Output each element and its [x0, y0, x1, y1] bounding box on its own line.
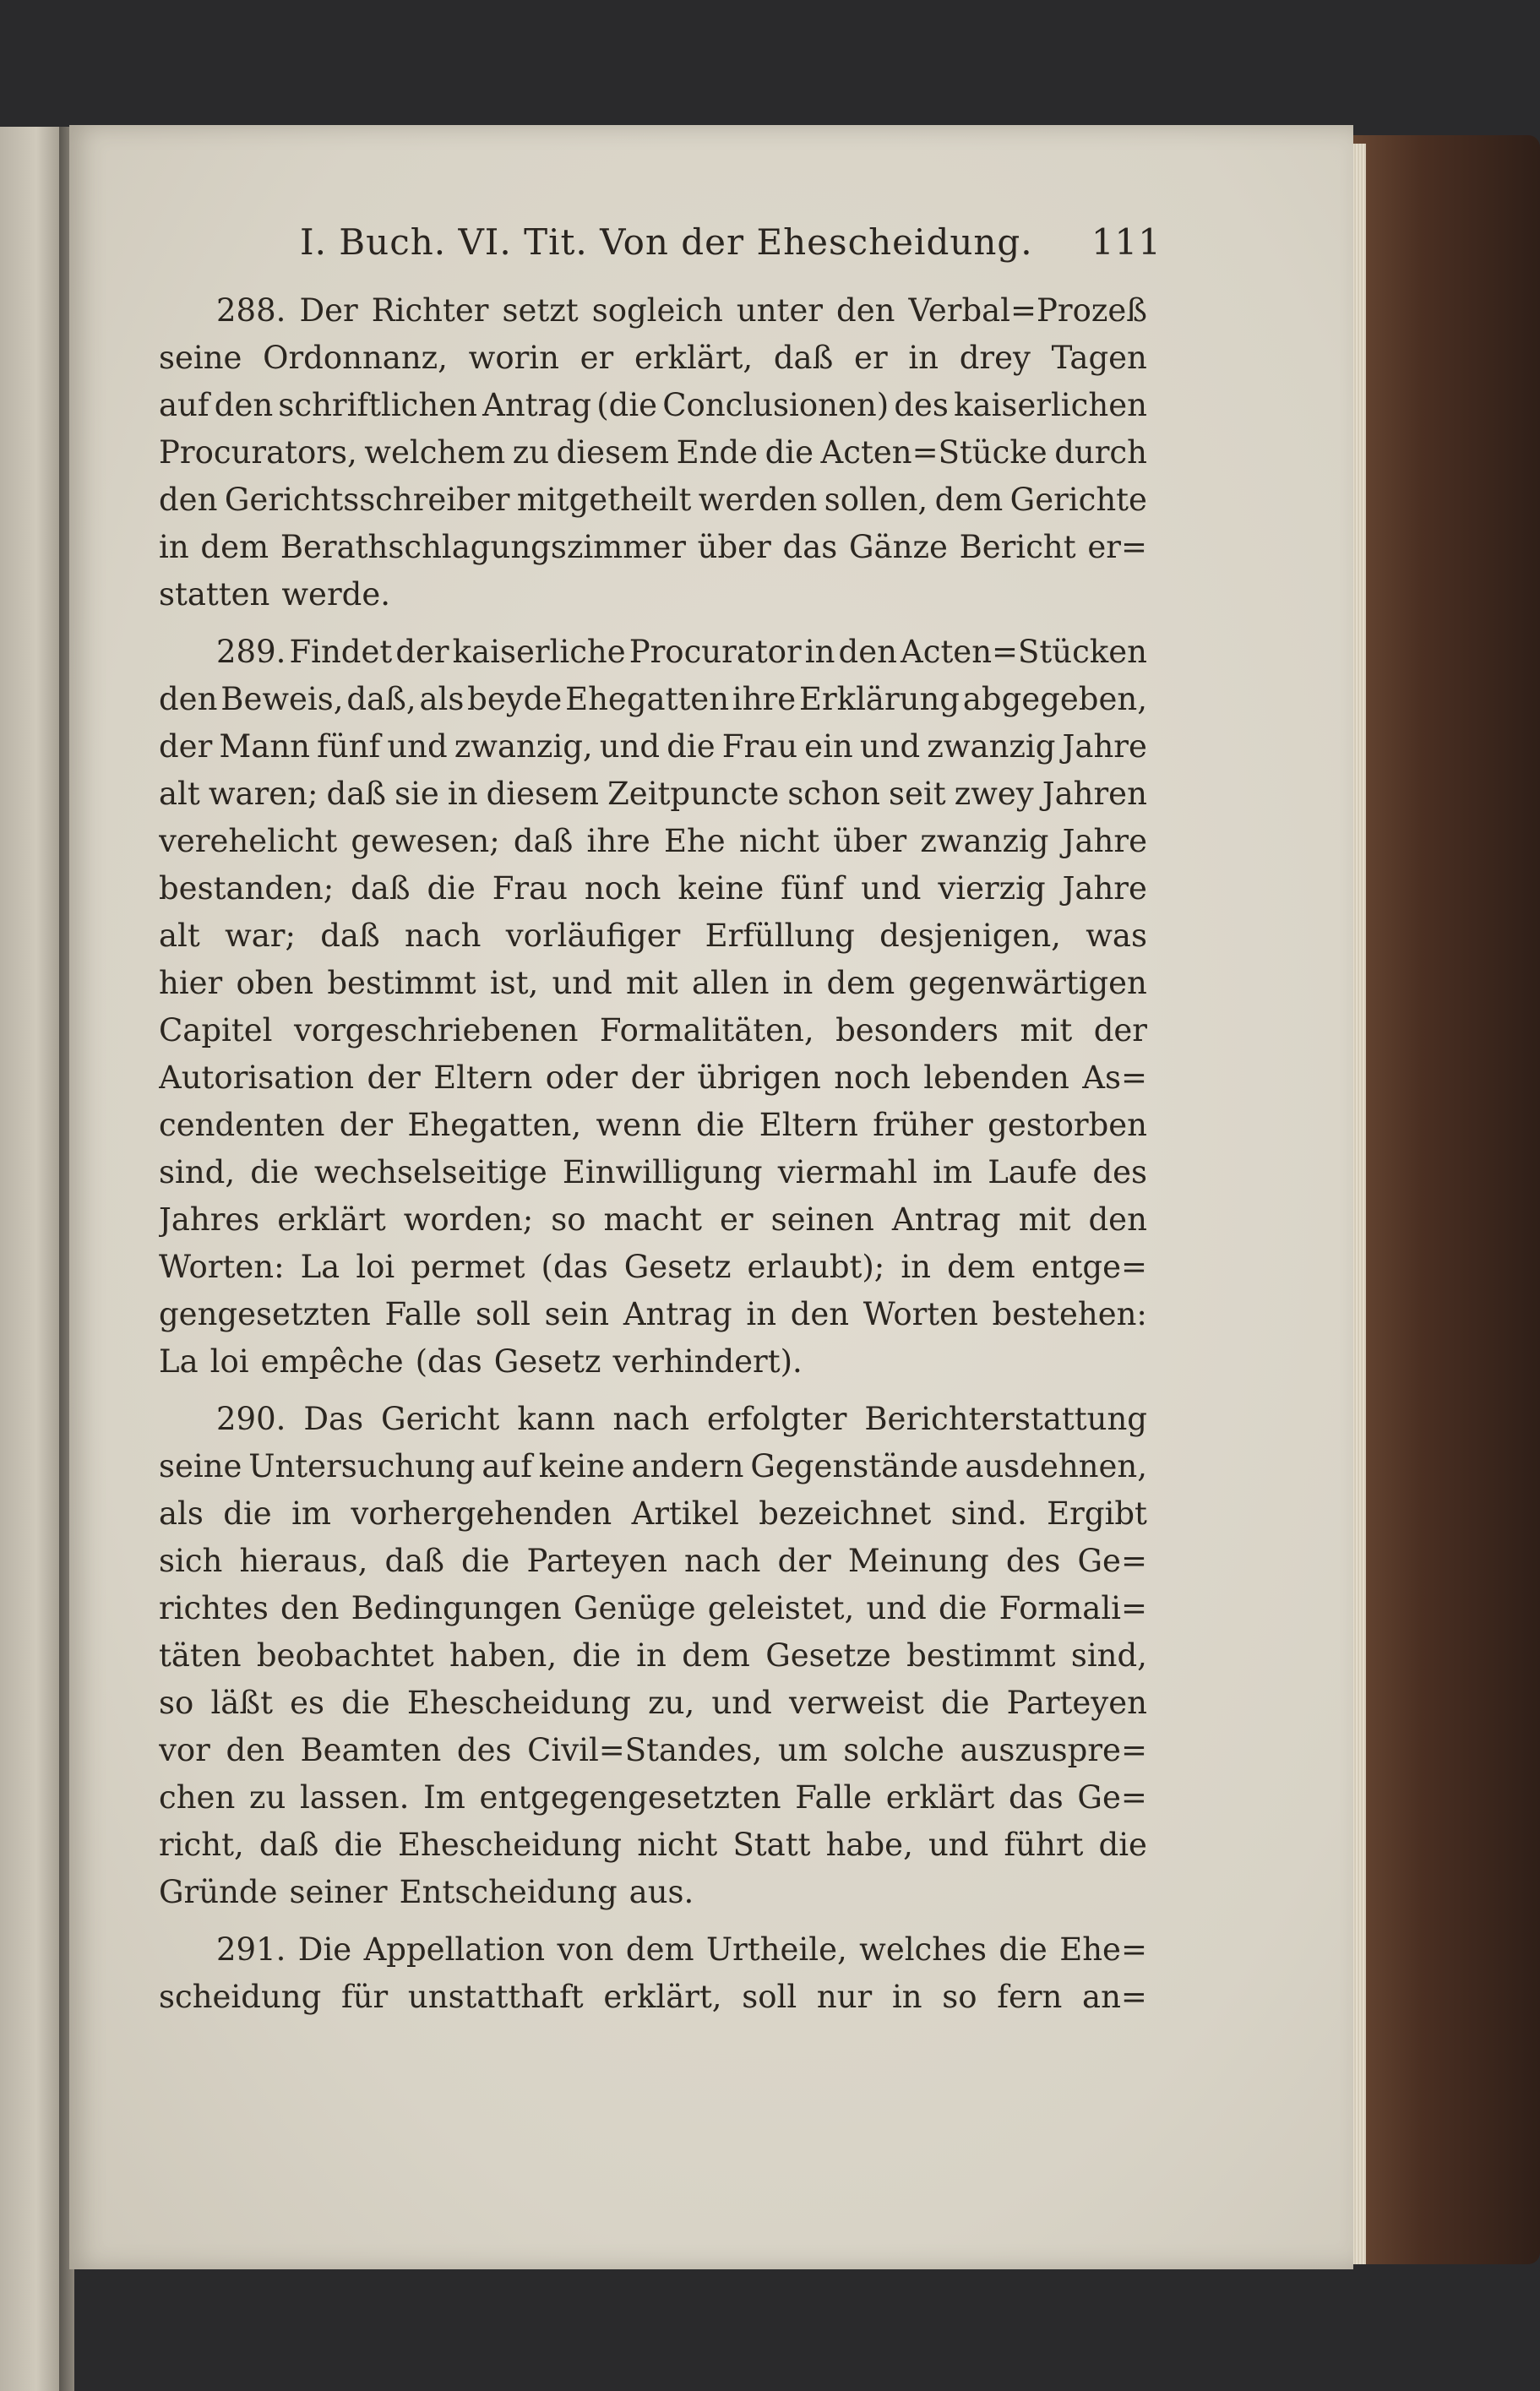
text-line: Autorisation der Eltern oder der übrigen noch lebenden As= — [159, 1059, 1147, 1096]
text-line: als die im vorhergehenden Artikel bezeichnet sind. Ergibt — [159, 1495, 1147, 1532]
text-line: alt war; daß nach vorläufiger Erfüllung desjenigen, was — [159, 918, 1147, 954]
text-line: Jahres erklärt worden; so macht er seinen Antrag mit den — [159, 1201, 1147, 1238]
text-line: sind, die wechselseitige Einwilligung viermahl im Laufe des — [159, 1154, 1147, 1190]
text-line: der Mann fünf und zwanzig, und die Frau ein und zwanzig Jahre — [159, 728, 1147, 765]
text-line: sich hieraus, daß die Parteyen nach der Meinung des Ge= — [159, 1543, 1147, 1579]
paragraph-gap — [159, 1386, 1147, 1396]
book-cover-edge — [1343, 135, 1540, 2264]
text-line: alt waren; daß sie in diesem Zeitpuncte schon seit zwey Jahren — [159, 776, 1147, 812]
text-line: auf den schriftlichen Antrag (die Conclusionen) des kaiserlichen — [159, 387, 1147, 423]
header-title: I. Buch. VI. Tit. Von der Ehescheidung. — [300, 221, 1033, 263]
paragraph — [159, 1926, 1147, 2021]
text-line: gengesetzten Falle soll sein Antrag in den Worten bestehen: — [159, 1296, 1147, 1332]
text-line: richt, daß die Ehescheidung nicht Statt habe, und führt die — [159, 1827, 1147, 1863]
paragraph-gap — [159, 618, 1147, 629]
text-line: La loi empêche (das Gesetz verhindert). — [159, 1343, 803, 1380]
text-line: vor den Beamten des Civil=Standes, um solche auszuspre= — [159, 1732, 1147, 1768]
text-line: hier oben bestimmt ist, und mit allen in dem gegenwärtigen — [159, 965, 1147, 1001]
text-line: 289. Findet der kaiserliche Procurator in den Acten=Stücken — [216, 634, 1147, 670]
text-line: scheidung für unstatthaft erklärt, soll nur in so fern an= — [159, 1979, 1147, 2015]
text-line: chen zu lassen. Im entgegengesetzten Falle erklärt das Ge= — [159, 1779, 1147, 1816]
text-line: den Gerichtsschreiber mitgetheilt werden sollen, dem Gerichte — [159, 482, 1147, 518]
page-number: 111 — [1091, 221, 1162, 263]
left-page-edge — [0, 127, 61, 2391]
paragraph — [159, 287, 1147, 618]
text-line: Procurators, welchem zu diesem Ende die Acten=Stücke durch — [159, 434, 1147, 471]
text-line: verehelicht gewesen; daß ihre Ehe nicht über zwanzig Jahre — [159, 823, 1147, 859]
text-line: 291. Die Appellation von dem Urtheile, welches die Ehe= — [216, 1931, 1147, 1968]
paragraph — [159, 629, 1147, 1386]
text-line: so läßt es die Ehescheidung zu, und verweist die Parteyen — [159, 1685, 1147, 1721]
text-line: den Beweis, daß, als beyde Ehegatten ihre Erklärung abgegeben, — [159, 681, 1147, 717]
text-line: seine Untersuchung auf keine andern Gegenstände ausdehnen, — [159, 1448, 1147, 1484]
text-line: richtes den Bedingungen Genüge geleistet, und die Formali= — [159, 1590, 1147, 1626]
running-header — [300, 221, 1162, 272]
text-line: in dem Berathschlagungszimmer über das Gänze Bericht er= — [159, 529, 1147, 565]
text-line: Capitel vorgeschriebenen Formalitäten, besonders mit der — [159, 1012, 1147, 1048]
text-line: cendenten der Ehegatten, wenn die Eltern früher gestorben — [159, 1107, 1147, 1143]
body-text — [159, 287, 1147, 2021]
text-line: 290. Das Gericht kann nach erfolgter Berichterstattung — [216, 1401, 1147, 1437]
text-line: Gründe seiner Entscheidung aus. — [159, 1874, 694, 1910]
paragraph-gap — [159, 1916, 1147, 1926]
text-line: Worten: La loi permet (das Gesetz erlaubt); in dem entge= — [159, 1249, 1147, 1285]
text-line: 288. Der Richter setzt sogleich unter den Verbal=Prozeß — [216, 292, 1147, 329]
text-line: seine Ordonnanz, worin er erklärt, daß er in drey Tagen — [159, 340, 1147, 376]
paragraph — [159, 1396, 1147, 1916]
text-line: täten beobachtet haben, die in dem Gesetze bestimmt sind, — [159, 1637, 1147, 1674]
text-line: bestanden; daß die Frau noch keine fünf und vierzig Jahre — [159, 870, 1147, 907]
text-line: statten werde. — [159, 576, 390, 613]
